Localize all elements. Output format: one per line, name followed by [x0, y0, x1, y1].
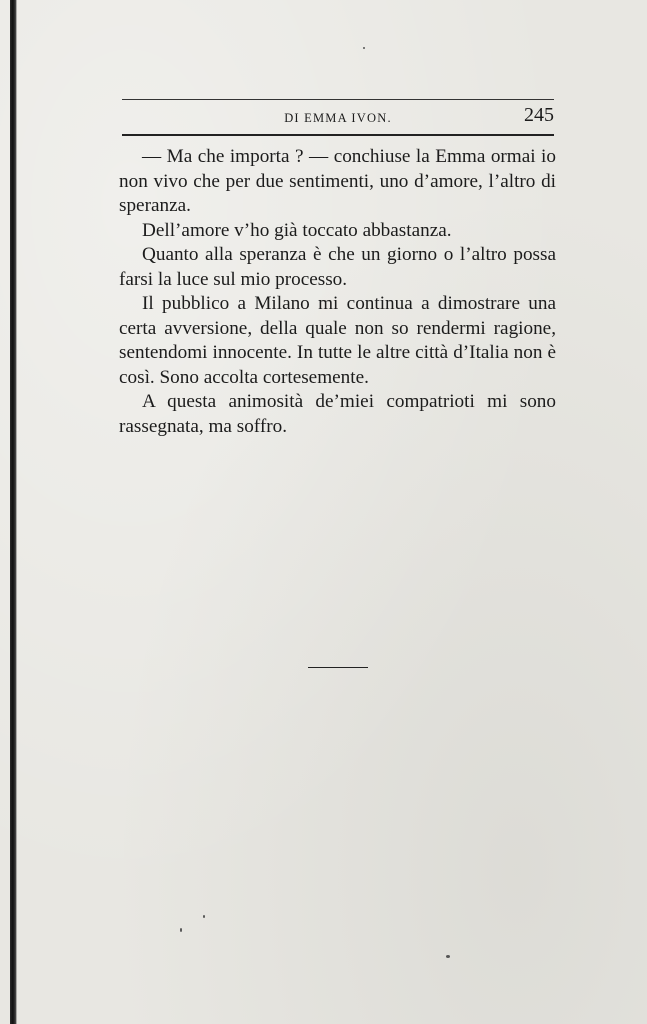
section-end-rule	[308, 667, 368, 668]
page-number: 245	[524, 104, 554, 126]
paper-speck	[363, 47, 365, 49]
paragraph: Dell’amore v’ho già toccato abbastanza.	[142, 219, 452, 241]
paragraph: — Ma che importa ? — conchiuse la Emma ormai io non vivo che per due sentimenti, uno d’amore, l’altro di speranza.	[119, 146, 556, 216]
header-rule-bottom	[122, 134, 554, 136]
paragraph: Il pubblico a Milano mi continua a dimostrare una certa avversione, della quale non so rendermi ragione, sentendomi innocente. In tutte le altre città d’Italia non è così. Sono accolta cortesemente.	[119, 293, 556, 388]
body-text	[119, 145, 556, 439]
paragraph: A questa animosità de’miei compatrioti mi sono rassegnata, ma soffro.	[119, 391, 556, 437]
paragraph: Quanto alla speranza è che un giorno o l’altro possa farsi la luce sul mio processo.	[119, 244, 556, 290]
running-title: DI EMMA IVON.	[284, 111, 392, 125]
paper-speck	[203, 915, 205, 918]
paper-speck	[446, 955, 450, 958]
running-head	[122, 104, 554, 130]
page-binding-edge	[10, 0, 17, 1024]
header-rule-top	[122, 99, 554, 100]
paper-speck	[180, 928, 182, 932]
